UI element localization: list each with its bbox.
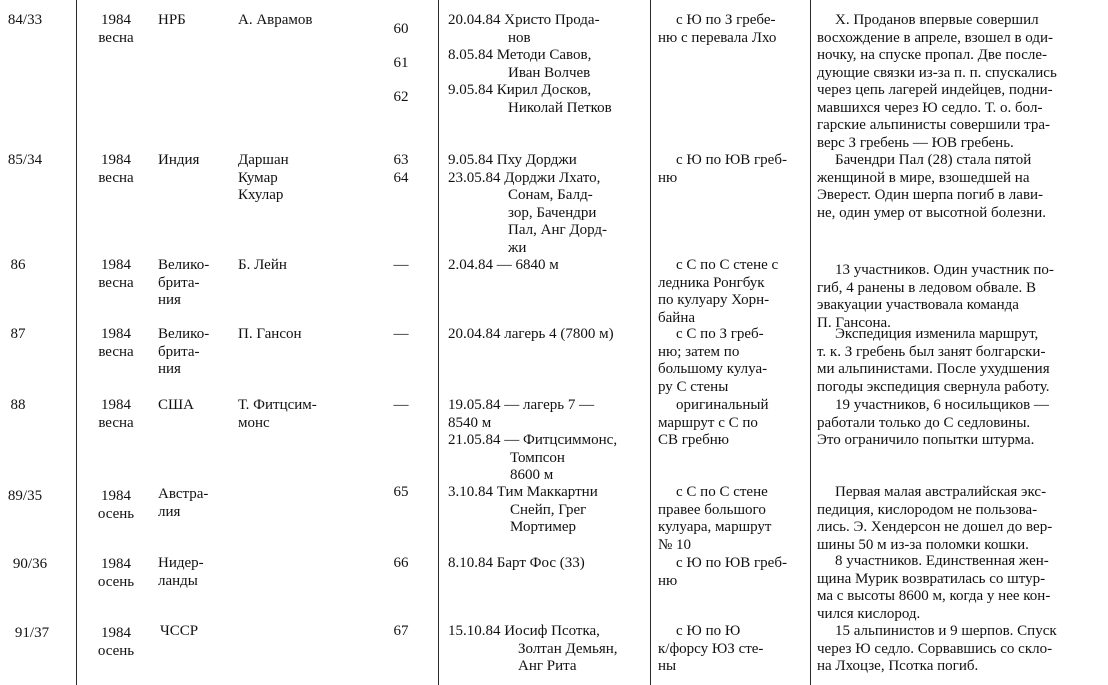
row-year: 1984 весна: [98, 326, 134, 360]
row-summits: 19.05.84 — лагерь 7 — 8540 м 21.05.84 — Фитцсиммонс, Томпсон 8600 м: [448, 397, 618, 483]
row-leader: Б. Лейн: [238, 257, 287, 273]
row-notes: 13 участников. Один участник по- гиб, 4 ранены в ледовом обвале. В эвакуации участвовала команда П. Гансона.: [817, 262, 1054, 331]
row-notes: Первая малая австралийская экс- педиция, кислородом не пользова- лись. Э. Хендерсон не дошел до вер- шины 50 м из-за поломки кошки.: [817, 484, 1053, 553]
row-route: с С по З греб- ню; затем по большому кулуа- ру С стены: [658, 326, 768, 395]
row-summits: 3.10.84 Тим Маккартни Снейп, Грег Мортимер: [448, 484, 598, 535]
row-ids: —: [393, 257, 409, 273]
row-summits: 20.04.84 лагерь 4 (7800 м): [448, 326, 614, 342]
row-year: 1984 осень: [97, 625, 135, 659]
row-country: ЧССР: [160, 623, 199, 639]
row-notes: Х. Проданов впервые совершил восхождение в апреле, взошел в оди- ночку, на спуске пропал. Две после- дующие связки из-за п. п. спускались через цепь лагерей индейцев, подни- мавшихся через Ю седло. Т. о. бол- гарские альпинисты совершили тра- верс З гребень — ЮВ гребень.: [817, 12, 1057, 151]
row-summits: 2.04.84 — 6840 м: [448, 257, 559, 273]
row-route: с Ю по ЮВ греб- ню: [658, 152, 787, 186]
row-ids: 65: [393, 484, 409, 500]
row-number: 84/33: [7, 12, 43, 28]
row-ids: 67: [393, 623, 409, 639]
row-summits: 15.10.84 Иосиф Псотка, Золтан Демьян, Анг Рита: [448, 623, 618, 674]
row-number: 85/34: [7, 152, 43, 168]
row-year: 1984 осень: [97, 556, 135, 590]
row-leader: А. Аврамов: [238, 12, 313, 28]
row-country: Велико- брита- ния: [158, 326, 210, 377]
row-ids: 63 64: [393, 152, 409, 186]
row-notes: Экспедиция изменила маршрут, т. к. З гребень был занят болгарски- ми альпинистами. После ухудшения погоды экспедиция свернула работу.: [817, 326, 1050, 395]
row-route: с Ю по ЮВ греб- ню: [658, 555, 787, 589]
row-year: 1984 весна: [98, 12, 134, 46]
row-year: 1984 весна: [98, 152, 134, 186]
row-summits: 20.04.84 Христо Прода- нов 8.05.84 Методи Савов, Иван Волчев 9.05.84 Кирил Досков, Николай Петков: [448, 12, 612, 116]
row-country: Индия: [158, 152, 200, 168]
row-country: Велико- брита- ния: [158, 257, 210, 308]
column-rule-2: [438, 0, 439, 685]
column-rule-3: [650, 0, 651, 685]
row-route: с С по С стене правее большого кулуара, маршрут № 10: [658, 484, 772, 553]
row-summits: 9.05.84 Пху Дорджи 23.05.84 Дорджи Лхато, Сонам, Балд- зор, Бачендри Пал, Анг Дорд- жи: [448, 152, 608, 256]
row-route: с Ю по З гребе- ню с перевала Лхо: [658, 12, 777, 46]
row-notes: 19 участников, 6 носильщиков — работали только до С седловины. Это ограничило попытки штурма.: [817, 397, 1049, 448]
row-route: с С по С стене с ледника Ронгбук по кулуару Хорн- байна: [658, 257, 779, 326]
row-ids: —: [393, 326, 409, 342]
row-country: США: [158, 397, 194, 413]
row-number: 89/35: [7, 488, 43, 504]
row-ids: —: [393, 397, 409, 413]
row-route: оригинальный маршрут с С по СВ гребню: [658, 397, 769, 448]
row-leader: П. Гансон: [238, 326, 302, 342]
row-country: Нидер- ланды: [158, 555, 204, 589]
column-rule-4: [810, 0, 811, 685]
column-rule-1: [76, 0, 77, 685]
row-summits: 8.10.84 Барт Фос (33): [448, 555, 585, 571]
row-ids: 66: [393, 555, 409, 571]
row-route: с Ю по Ю к/форсу ЮЗ сте- ны: [658, 623, 764, 674]
row-country: НРБ: [158, 12, 186, 28]
row-number: 88: [10, 397, 26, 413]
row-year: 1984 осень: [97, 488, 135, 522]
row-year: 1984 весна: [98, 397, 134, 431]
row-leader: Т. Фитцсим- монс: [238, 397, 317, 431]
row-number: 86: [10, 257, 26, 273]
row-country: Австра- лия: [158, 486, 209, 520]
row-number: 90/36: [12, 556, 48, 572]
row-leader: Даршан Кумар Кхулар: [238, 152, 289, 203]
row-notes: Бачендри Пал (28) стала пятой женщиной в мире, взошедшей на Эверест. Один шерпа погиб в лави- не, один умер от высотной болезни.: [817, 152, 1046, 221]
row-year: 1984 весна: [98, 257, 134, 291]
row-ids: 60 61 62: [393, 21, 409, 105]
row-notes: 15 альпинистов и 9 шерпов. Спуск через Ю седло. Сорвавшись со скло- на Лхоцзе, Псотка погиб.: [817, 623, 1057, 674]
row-notes: 8 участников. Единственная жен- щина Мурик возвратилась со штур- ма с высоты 8600 м, когда у нее кон- чился кислород.: [817, 553, 1051, 622]
row-number: 91/37: [14, 625, 50, 641]
row-number: 87: [10, 326, 26, 342]
